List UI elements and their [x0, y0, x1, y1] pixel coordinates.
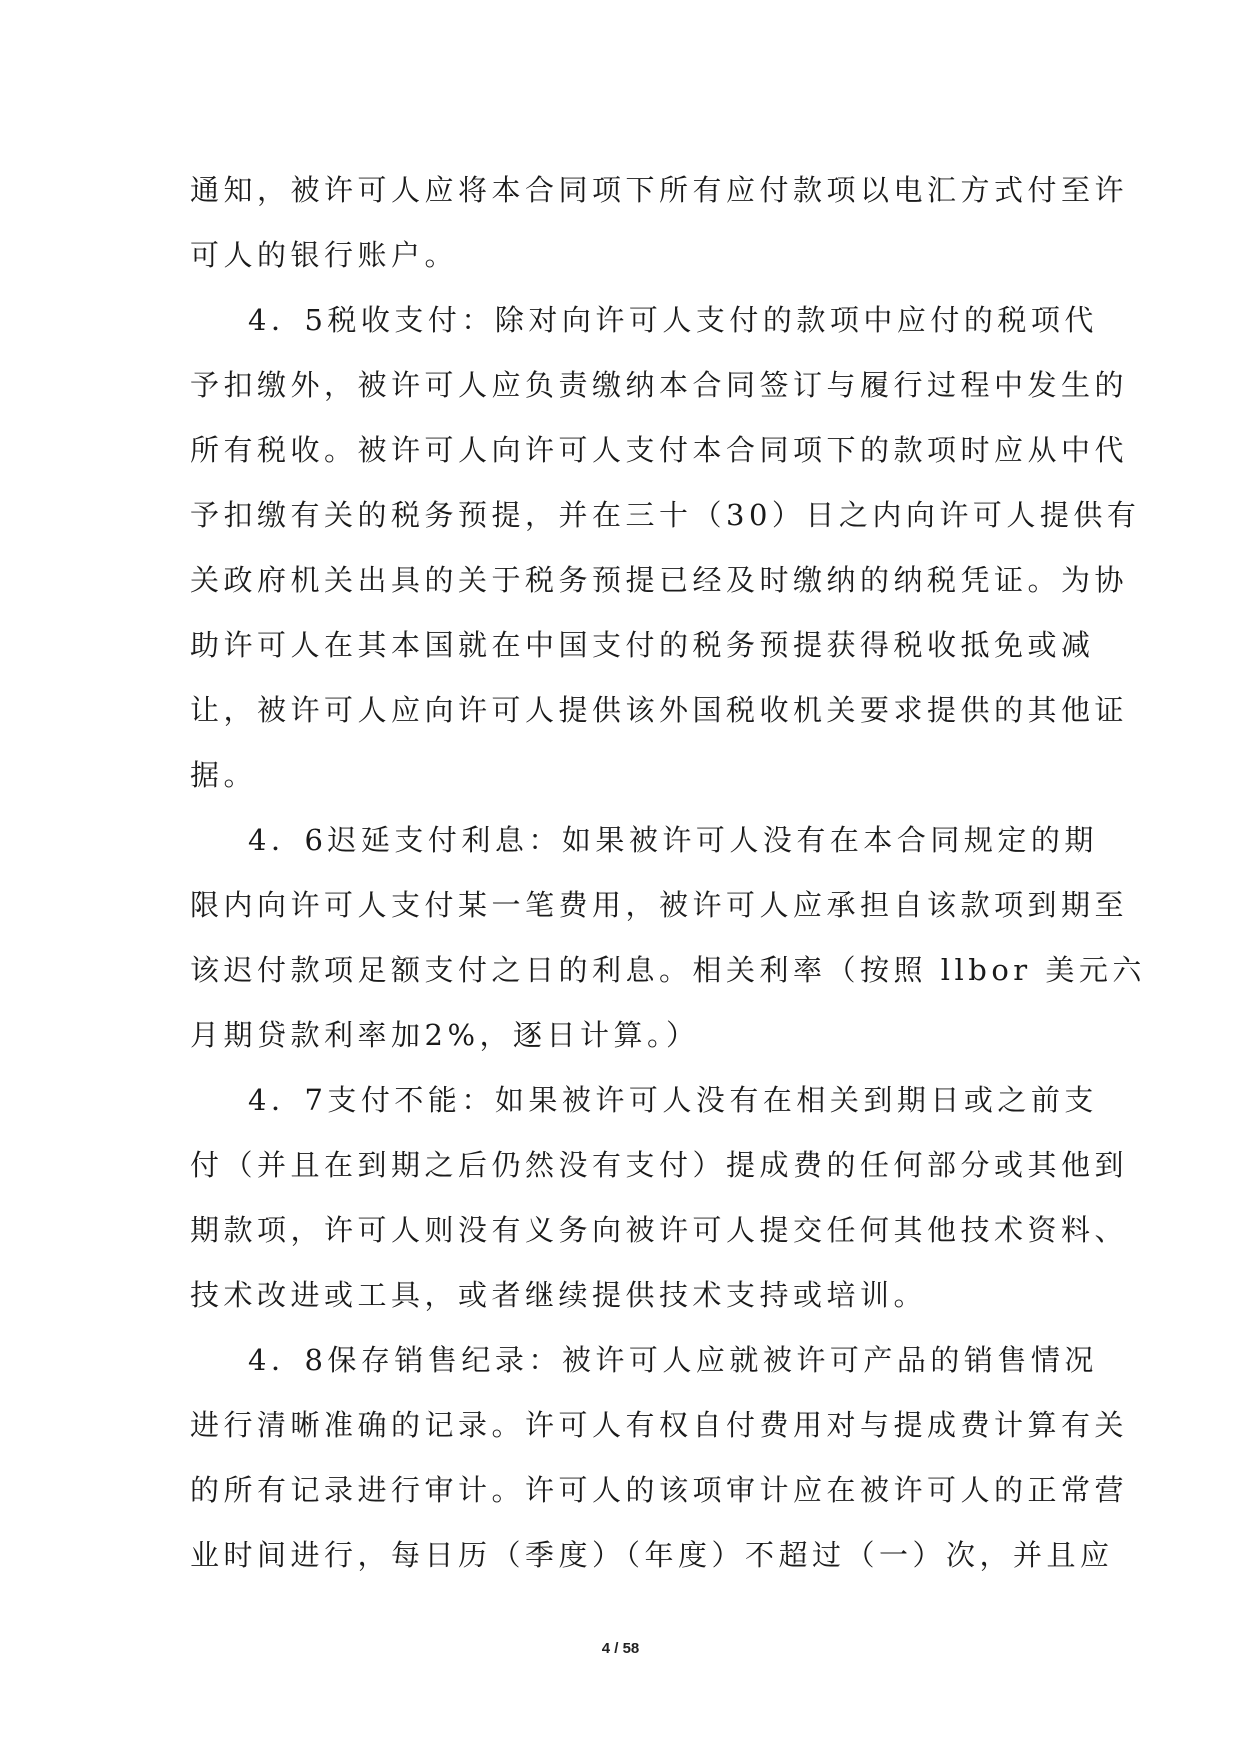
text-line: 通知，被许可人应将本合同项下所有应付款项以电汇方式付至许	[190, 173, 1129, 207]
text-line: 该迟付款项足额支付之日的利息。相关利率（按照 llbor 美元六	[190, 953, 1146, 987]
text-line: 技术改进或工具，或者继续提供技术支持或培训。	[190, 1278, 928, 1312]
text-line: 4．6迟延支付利息：如果被许可人没有在本合同规定的期	[248, 823, 1098, 857]
text-line: 进行清晰准确的记录。许可人有权自付费用对与提成费计算有关	[190, 1408, 1129, 1442]
contract-body-text	[190, 158, 1146, 1588]
text-line: 限内向许可人支付某一笔费用，被许可人应承担自该款项到期至	[190, 888, 1129, 922]
text-line: 所有税收。被许可人向许可人支付本合同项下的款项时应从中代	[190, 433, 1129, 467]
text-line: 予扣缴有关的税务预提，并在三十（30）日之内向许可人提供有	[190, 498, 1141, 532]
text-line: 助许可人在其本国就在中国支付的税务预提获得税收抵免或减	[190, 628, 1095, 662]
page-number: 4 / 58	[601, 1640, 640, 1657]
text-line: 月期贷款利率加2%，逐日计算。）	[190, 1018, 700, 1052]
text-line: 期款项，许可人则没有义务向被许可人提交任何其他技术资料、	[190, 1213, 1129, 1247]
text-line: 让，被许可人应向许可人提供该外国税收机关要求提供的其他证	[190, 693, 1129, 727]
text-line: 关政府机关出具的关于税务预提已经及时缴纳的纳税凭证。为协	[190, 563, 1129, 597]
text-line: 4．7支付不能：如果被许可人没有在相关到期日或之前支	[248, 1083, 1098, 1117]
text-line: 4．8保存销售纪录：被许可人应就被许可产品的销售情况	[248, 1343, 1098, 1377]
text-line: 的所有记录进行审计。许可人的该项审计应在被许可人的正常营	[190, 1473, 1129, 1507]
text-line: 付（并且在到期之后仍然没有支付）提成费的任何部分或其他到	[190, 1148, 1129, 1182]
text-line: 据。	[190, 758, 258, 792]
text-line: 予扣缴外，被许可人应负责缴纳本合同签订与履行过程中发生的	[190, 368, 1129, 402]
text-line: 可人的银行账户。	[190, 238, 459, 272]
text-line: 4．5税收支付：除对向许可人支付的款项中应付的税项代	[248, 303, 1098, 337]
text-line: 业时间进行，每日历（季度）（年度）不超过（一）次，并且应	[190, 1538, 1114, 1572]
